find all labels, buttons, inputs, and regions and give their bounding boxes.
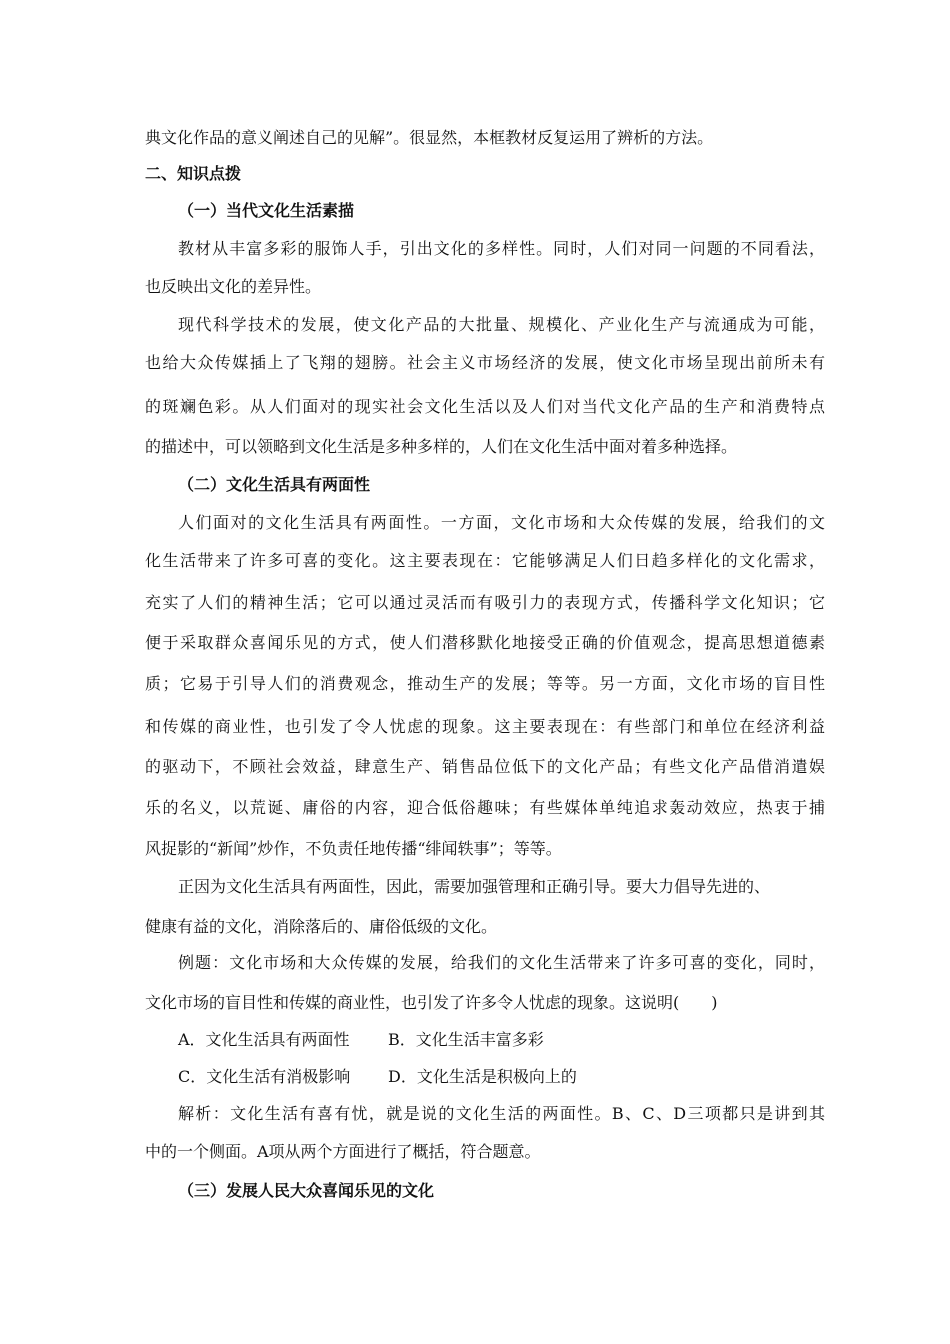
paragraph-line: 化生活带来了许多可喜的变化。这主要表现在：它能够满足人们日趋多样化的文化需求， — [145, 551, 825, 570]
paragraph-line: 人们面对的文化生活具有两面性。一方面，文化市场和大众传媒的发展，给我们的文 — [178, 513, 825, 532]
option-b: B．文化生活丰富多彩 — [388, 1030, 544, 1049]
paragraph-line: 健康有益的文化，消除落后的、庸俗低级的文化。 — [145, 917, 498, 936]
paragraph-line: 乐的名义，以荒诞、庸俗的内容，迎合低俗趣味；有些媒体单纯追求轰动效应，热衷于捕 — [145, 798, 825, 817]
paragraph-line: 和传媒的商业性，也引发了令人忧虑的现象。这主要表现在：有些部门和单位在经济利益 — [145, 717, 825, 736]
paragraph-line: 现代科学技术的发展，使文化产品的大批量、规模化、产业化生产与流通成为可能， — [178, 315, 825, 334]
subsection-heading: （一）当代文化生活素描 — [178, 201, 355, 220]
question-line: 例题：文化市场和大众传媒的发展，给我们的文化生活带来了许多可喜的变化，同时， — [178, 953, 825, 972]
paragraph-line: 的斑斓色彩。从人们面对的现实社会文化生活以及人们对当代文化产品的生产和消费特点 — [145, 397, 825, 416]
option-d: D．文化生活是积极向上的 — [388, 1067, 577, 1086]
paragraph-line: 正因为文化生活具有两面性，因此，需要加强管理和正确引导。要大力倡导先进的、 — [178, 877, 771, 896]
question-line: 文化市场的盲目性和传媒的商业性，也引发了许多令人忧虑的现象。这说明( ) — [145, 993, 718, 1012]
paragraph-line: 便于采取群众喜闻乐见的方式，使人们潜移默化地接受正确的价值观念，提高思想道德素 — [145, 633, 825, 652]
subsection-heading: （二）文化生活具有两面性 — [178, 475, 371, 494]
paragraph-line: 充实了人们的精神生活；它可以通过灵活而有吸引力的表现方式，传播科学文化知识；它 — [145, 593, 825, 612]
paragraph-line: 的描述中，可以领略到文化生活是多种多样的，人们在文化生活中面对着多种选择。 — [145, 437, 738, 456]
analysis-line: 解析：文化生活有喜有忧，就是说的文化生活的两面性。B、C、D三项都只是讲到其 — [178, 1104, 825, 1123]
subsection-heading: （三）发展人民大众喜闻乐见的文化 — [178, 1181, 435, 1200]
paragraph-line: 质；它易于引导人们的消费观念，推动生产的发展；等等。另一方面，文化市场的盲目性 — [145, 674, 825, 693]
paragraph-line: 典文化作品的意义阐述自己的见解”。很显然，本框教材反复运用了辨析的方法。 — [145, 128, 714, 147]
paragraph-line: 教材从丰富多彩的服饰人手，引出文化的多样性。同时，人们对同一问题的不同看法， — [178, 239, 825, 258]
paragraph-line: 风捉影的“新闻”炒作，不负责任地传播“绯闻轶事”；等等。 — [145, 839, 562, 858]
section-heading: 二、知识点拨 — [145, 164, 242, 183]
paragraph-line: 的驱动下，不顾社会效益，肆意生产、销售品位低下的文化产品；有些文化产品借消遣娱 — [145, 757, 825, 776]
option-c: C．文化生活有消极影响 — [178, 1067, 351, 1086]
paragraph-line: 也给大众传媒插上了飞翔的翅膀。社会主义市场经济的发展，使文化市场呈现出前所未有 — [145, 353, 825, 372]
paragraph-line: 也反映出文化的差异性。 — [145, 277, 322, 296]
analysis-line: 中的一个侧面。A项从两个方面进行了概括，符合题意。 — [145, 1142, 541, 1161]
option-a: A．文化生活具有两面性 — [178, 1030, 350, 1049]
